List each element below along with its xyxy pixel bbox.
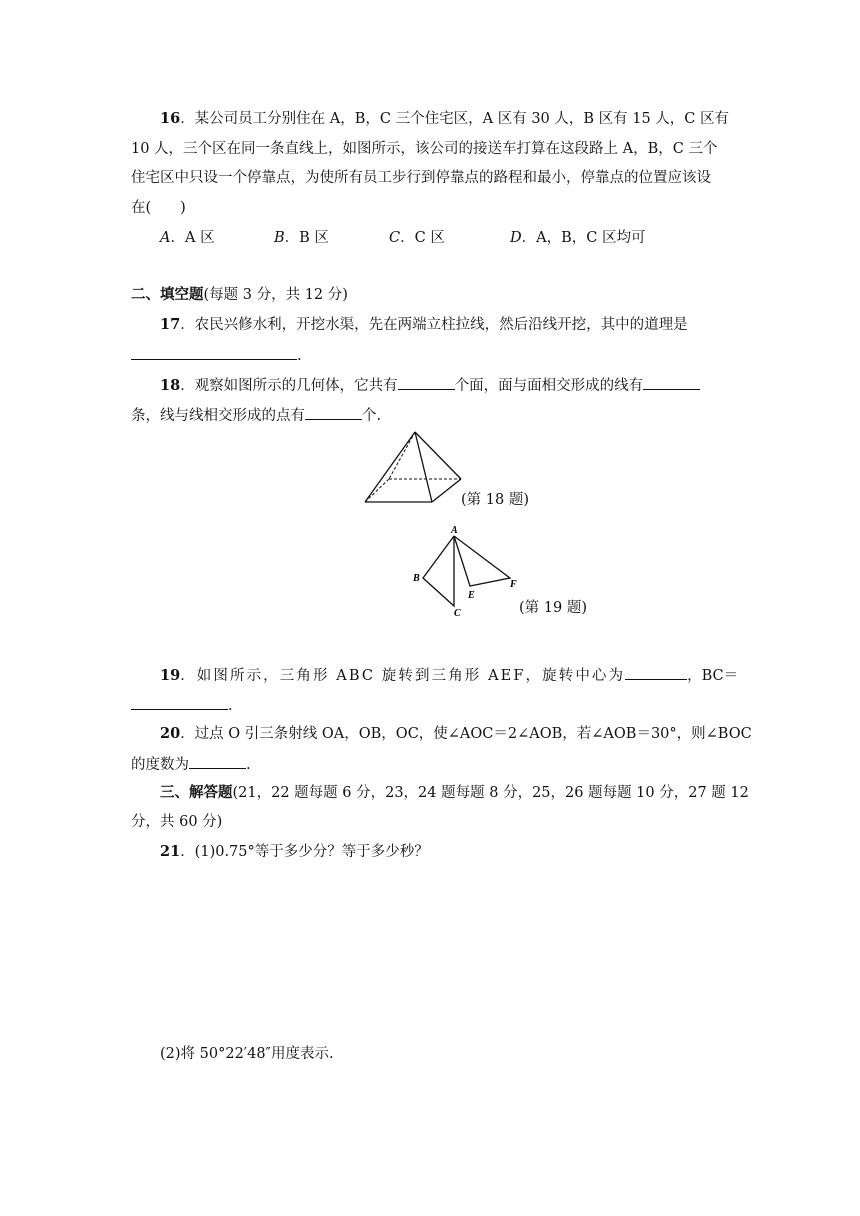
q16-line2 [131, 139, 718, 159]
option-text: ．B 区 [284, 230, 329, 246]
q17-line1 [160, 315, 688, 335]
q21-part1: ．(1)0.75°等于多少分？等于多少秒？ [180, 844, 429, 860]
triangle-aef [454, 536, 510, 586]
q19-line2 [131, 695, 233, 716]
pyramid-edge-hidden [389, 432, 415, 479]
option-letter: C [389, 230, 401, 246]
q17-number: 17 [160, 316, 181, 333]
section2-note: (每题 3 分，共 12 分) [203, 287, 348, 303]
q20-number: 20 [160, 725, 181, 742]
section3-heading-line2 [131, 812, 222, 832]
pyramid-figure [360, 428, 464, 508]
option-text: ．C 区 [400, 230, 445, 246]
q20-text-b: 的度数为 [131, 757, 189, 773]
option-letter: D [510, 230, 522, 246]
q19-blank-bc[interactable] [131, 695, 228, 710]
q17-line2 [131, 345, 302, 366]
q16-option-d [510, 228, 645, 248]
q18-number: 18 [160, 377, 181, 394]
q17-text: ．农民兴修水利，开挖水渠，先在两端立柱拉线，然后沿线开挖，其中的道理是 [180, 317, 688, 333]
q16-text-4: 在( ) [131, 200, 186, 216]
q20-end: . [246, 757, 251, 773]
option-text: ．A 区 [170, 230, 215, 246]
q16-text-2: 10 人，三个区在同一条直线上，如图所示，该公司的接送车打算在这段路上 A，B，C 三个 [131, 141, 718, 157]
q20-blank[interactable] [189, 754, 246, 769]
option-letter: A [160, 230, 171, 246]
q18-text-b: 个面，面与面相交形成的线有 [454, 378, 644, 394]
q19-number: 19 [160, 667, 181, 684]
q18-blank-faces[interactable] [398, 375, 455, 390]
q18-text-c: 条，线与线相交形成的点有 [131, 408, 305, 424]
pyramid-base-right [432, 479, 461, 502]
label-c: C [454, 608, 461, 618]
pyramid-base-hidden-left [365, 479, 389, 502]
label-b: B [413, 573, 420, 584]
q20-line1 [160, 724, 752, 744]
section3-note-1: (21，22 题每题 6 分，23，24 题每题 8 分，25，26 题每题 10 分，27 题 12 [232, 785, 749, 801]
fig18-caption: (第 18 题) [461, 492, 529, 508]
q19-text-b: ，BC＝ [687, 668, 739, 684]
q16-text-3: 住宅区中只设一个停靠点，为使所有员工步行到停靠点的路程和最小，停靠点的位置应该设 [131, 170, 711, 186]
triangle-abc [423, 536, 454, 606]
option-text: ．A，B，C 区均可 [521, 230, 646, 246]
q16-line4 [131, 198, 186, 218]
q16-text-1: ．某公司员工分别住在 A，B，C 三个住宅区，A 区有 30 人，B 区有 15 人，C 区有 [180, 111, 730, 127]
q19-end: . [228, 698, 233, 714]
q18-line1 [160, 375, 700, 396]
section2-heading [131, 285, 348, 305]
q21-line1 [160, 842, 429, 862]
q16-option-a [160, 228, 274, 248]
q19-blank-center[interactable] [625, 665, 687, 680]
q18-blank-points[interactable] [305, 405, 362, 420]
q21-part2-line [160, 1044, 334, 1064]
pyramid-edge-front [415, 432, 432, 502]
pyramid-edge-left [365, 432, 415, 502]
triangles-figure [408, 524, 526, 618]
fig19-caption: (第 19 题) [519, 600, 587, 616]
section3-heading [160, 783, 749, 803]
q19-line1 [160, 665, 738, 686]
q16-line3 [131, 168, 711, 188]
q17-end: . [297, 348, 302, 364]
option-letter: B [274, 230, 285, 246]
q20-line2 [131, 754, 251, 775]
label-e: E [468, 590, 475, 601]
q16-number: 16 [160, 110, 181, 127]
q16-line1 [160, 109, 729, 129]
section3-note-2: 分，共 60 分) [131, 814, 223, 830]
q21-number: 21 [160, 843, 181, 860]
label-f: F [510, 579, 517, 590]
q20-text-a: ．过点 O 引三条射线 OA，OB，OC，使∠AOC＝2∠AOB，若∠AOB＝30°，则∠BOC [180, 726, 752, 742]
pyramid-edge-right [415, 432, 461, 479]
label-a: A [451, 525, 458, 536]
q19-text-a: ．如图所示，三角形 ABC 旋转到三角形 AEF，旋转中心为 [180, 668, 626, 684]
q17-answer-blank[interactable] [131, 345, 297, 360]
q16-option-c [389, 228, 510, 248]
section3-title: 三、解答题 [160, 784, 233, 801]
q16-options [160, 228, 645, 248]
q18-blank-lines[interactable] [643, 375, 700, 390]
section2-title: 二、填空题 [131, 286, 204, 303]
q18-text-a: ．观察如图所示的几何体，它共有 [180, 378, 398, 394]
q16-option-b [274, 228, 389, 248]
q18-line2 [131, 405, 381, 426]
q18-text-d: 个. [362, 408, 382, 424]
q21-part2: (2)将 50°22′48″用度表示. [160, 1046, 334, 1062]
